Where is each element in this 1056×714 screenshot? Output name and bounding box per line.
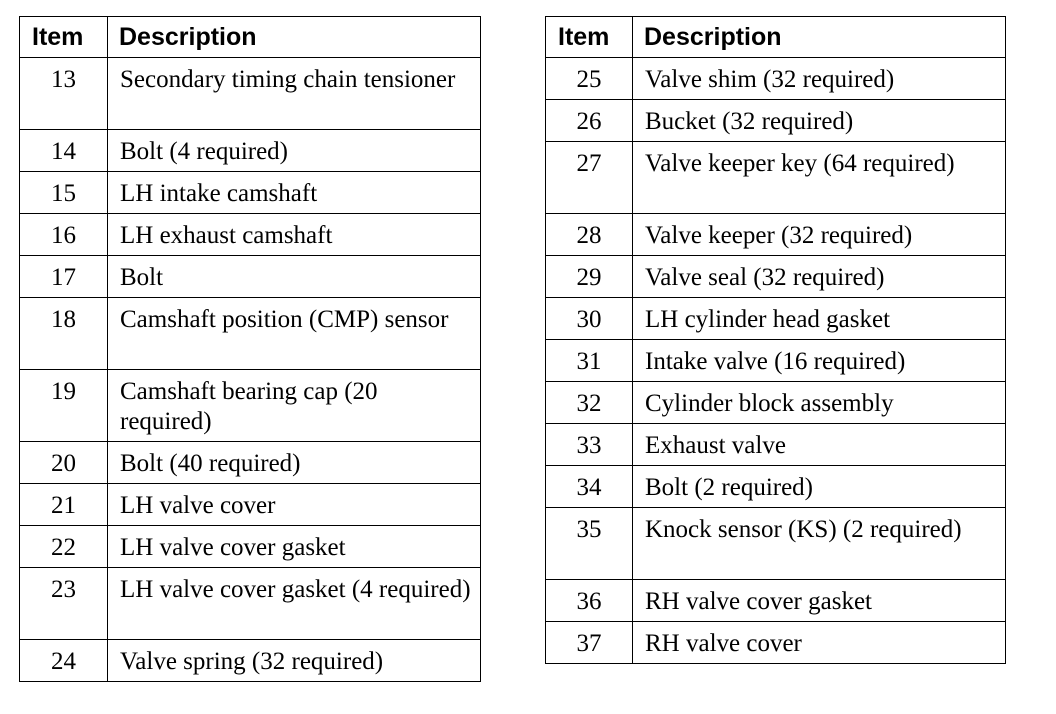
- item-number: 26: [546, 100, 633, 142]
- item-number: 27: [546, 142, 633, 214]
- table-row: [20, 484, 481, 526]
- table-row: [20, 568, 481, 640]
- item-number: 30: [546, 298, 633, 340]
- table-row: [546, 58, 1006, 100]
- item-description: Valve keeper (32 required): [633, 214, 1006, 256]
- item-number: 28: [546, 214, 633, 256]
- table-row: [20, 640, 481, 682]
- item-description: Valve shim (32 required): [633, 58, 1006, 100]
- item-description: Secondary timing chain tensioner: [108, 58, 481, 130]
- table-row: [546, 424, 1006, 466]
- table-row: [546, 382, 1006, 424]
- item-number: 33: [546, 424, 633, 466]
- item-number: 17: [20, 256, 108, 298]
- item-description: Intake valve (16 required): [633, 340, 1006, 382]
- item-number: 29: [546, 256, 633, 298]
- table-row: [20, 256, 481, 298]
- description-column-header: Description: [633, 17, 1006, 58]
- item-description: Exhaust valve: [633, 424, 1006, 466]
- item-number: 22: [20, 526, 108, 568]
- table-row: [20, 58, 481, 130]
- table-row: [20, 214, 481, 256]
- table-row: [546, 298, 1006, 340]
- item-description: Bucket (32 required): [633, 100, 1006, 142]
- item-number: 35: [546, 508, 633, 580]
- item-number: 14: [20, 130, 108, 172]
- item-description: Knock sensor (KS) (2 required): [633, 508, 1006, 580]
- item-description: Bolt (4 required): [108, 130, 481, 172]
- table-row: [20, 442, 481, 484]
- item-description: Cylinder block assembly: [633, 382, 1006, 424]
- item-description: Bolt: [108, 256, 481, 298]
- table-row: [20, 130, 481, 172]
- parts-table-right: [545, 16, 1006, 664]
- item-number: 37: [546, 622, 633, 664]
- item-description: Bolt (2 required): [633, 466, 1006, 508]
- item-description: LH valve cover gasket (4 required): [108, 568, 481, 640]
- table-row: [546, 100, 1006, 142]
- item-column-header: Item: [20, 17, 108, 58]
- table-row: [546, 142, 1006, 214]
- item-number: 21: [20, 484, 108, 526]
- item-description: Bolt (40 required): [108, 442, 481, 484]
- item-description: LH valve cover gasket: [108, 526, 481, 568]
- table-row: [20, 370, 481, 442]
- item-number: 15: [20, 172, 108, 214]
- item-number: 18: [20, 298, 108, 370]
- table-row: [546, 256, 1006, 298]
- table-row: [546, 622, 1006, 664]
- table-row: [20, 298, 481, 370]
- item-description: Valve keeper key (64 required): [633, 142, 1006, 214]
- item-description: Camshaft bearing cap (20 required): [108, 370, 481, 442]
- item-number: 13: [20, 58, 108, 130]
- item-description: Valve seal (32 required): [633, 256, 1006, 298]
- item-description: RH valve cover: [633, 622, 1006, 664]
- item-description: LH intake camshaft: [108, 172, 481, 214]
- item-description: RH valve cover gasket: [633, 580, 1006, 622]
- table-row: [546, 466, 1006, 508]
- table-row: [546, 508, 1006, 580]
- item-number: 16: [20, 214, 108, 256]
- item-number: 32: [546, 382, 633, 424]
- item-number: 31: [546, 340, 633, 382]
- parts-table-left: [19, 16, 481, 682]
- item-number: 24: [20, 640, 108, 682]
- item-number: 20: [20, 442, 108, 484]
- item-number: 36: [546, 580, 633, 622]
- item-description: Valve spring (32 required): [108, 640, 481, 682]
- item-column-header: Item: [546, 17, 633, 58]
- item-number: 19: [20, 370, 108, 442]
- table-row: [546, 580, 1006, 622]
- header-row: [546, 17, 1006, 58]
- table-row: [546, 214, 1006, 256]
- header-row: [20, 17, 481, 58]
- item-description: LH cylinder head gasket: [633, 298, 1006, 340]
- item-number: 34: [546, 466, 633, 508]
- table-row: [20, 172, 481, 214]
- item-number: 23: [20, 568, 108, 640]
- item-description: Camshaft position (CMP) sensor: [108, 298, 481, 370]
- table-row: [20, 526, 481, 568]
- description-column-header: Description: [108, 17, 481, 58]
- item-description: LH exhaust camshaft: [108, 214, 481, 256]
- table-row: [546, 340, 1006, 382]
- item-description: LH valve cover: [108, 484, 481, 526]
- item-number: 25: [546, 58, 633, 100]
